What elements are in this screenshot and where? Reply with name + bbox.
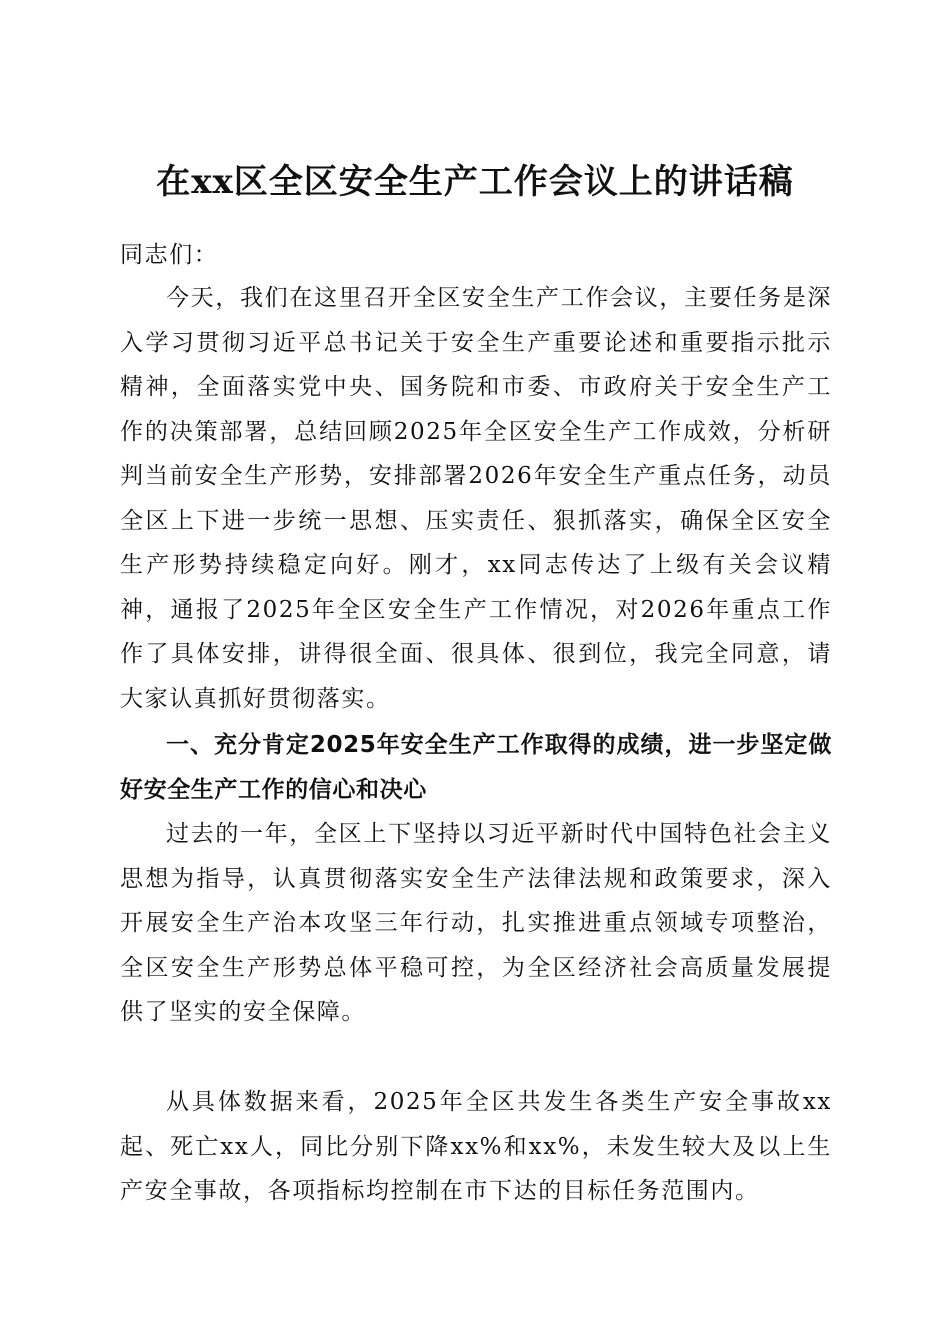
section-paragraph-1: 过去的一年，全区上下坚持以习近平新时代中国特色社会主义思想为指导，认真贯彻落实安全生产法律法规和政策要求，深入开展安全生产治本攻坚三年行动，扎实推进重点领域专项整治，全区安全生产形势总体平稳可控，为全区经济社会高质量发展提供了坚实的安全保障。: [120, 821, 832, 1025]
opening-paragraph: 今天，我们在这里召开全区安全生产工作会议，主要任务是深入学习贯彻习近平总书记关于安全生产重要论述和重要指示批示精神，全面落实党中央、国务院和市委、市政府关于安全生产工作的决策部署，总结回顾2025年全区安全生产工作成效，分析研判当前安全生产形势，安排部署2026年安全生产重点任务，动员全区上下进一步统一思想、压实责任、狠抓落实，确保全区安全生产形势持续稳定向好。刚才，xx同志传达了上级有关会议精神，通报了2025年全区安全生产工作情况，对2026年重点工作作了具体安排，讲得很全面、很具体、很到位，我完全同意，请大家认真抓好贯彻落实。: [120, 285, 832, 712]
salutation: 同志们：: [120, 242, 219, 268]
section-heading: 一、充分肯定2025年安全生产工作取得的成绩，进一步坚定做好安全生产工作的信心和决心: [120, 732, 832, 803]
document-title: 在xx区全区安全生产工作会议上的讲话稿: [156, 161, 794, 202]
section-paragraph-2: 从具体数据来看，2025年全区共发生各类生产安全事故xx起、死亡xx人，同比分别下降xx%和xx%，未发生较大及以上生产安全事故，各项指标均控制在市下达的目标任务范围内。: [120, 1089, 832, 1204]
